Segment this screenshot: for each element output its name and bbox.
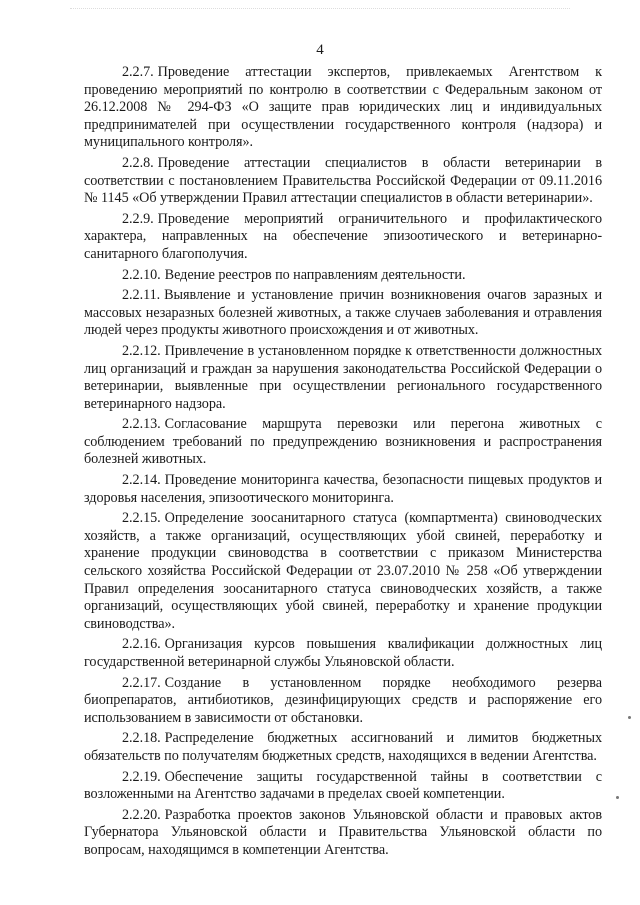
paragraph-2-2-19 <box>84 769 602 804</box>
paragraph-text: Проведение мероприятий ограничительного и профилактического характера, направленных на обеспечение эпизоотического и ветеринарно-санитарного благополучия. <box>84 210 602 262</box>
paragraph-2-2-12 <box>84 343 602 413</box>
paragraph-number: 2.2.19. <box>122 768 161 785</box>
paragraph-number: 2.2.10. <box>122 266 161 283</box>
paragraph-number: 2.2.17. <box>122 674 161 691</box>
paragraph-number: 2.2.20. <box>122 806 161 823</box>
paragraph-2-2-10 <box>84 267 602 285</box>
paragraph-text: Определение зоосанитарного статуса (компартмента) свиноводческих хозяйств, а также организаций, осуществляющих убой свиней, переработку и хранение продукции свиноводства в соответствии с приказом Министерства сельского хозяйства Российской Федерации от 23.07.2010 № 258 «Об утверждении Правил определения зоосанитарного статуса свиноводческих хозяйств, а также организаций, осуществляющих убой свиней, переработку и хранение продукции свиноводства». <box>84 510 602 632</box>
paragraph-2-2-9 <box>84 211 602 264</box>
paragraph-2-2-17 <box>84 675 602 728</box>
paragraph-2-2-16 <box>84 636 602 671</box>
paragraph-text: Распределение бюджетных ассигнований и лимитов бюджетных обязательств по получателям бюджетных средств, находящихся в ведении Агентства. <box>84 730 602 764</box>
paragraph-number: 2.2.8. <box>122 154 154 171</box>
paragraph-2-2-7 <box>84 64 602 152</box>
paragraph-text: Выявление и установление причин возникновения очагов заразных и массовых незаразных болезней животных, а также случаев заболевания и отравления людей через продукты животного происхождения и от животных. <box>84 287 602 339</box>
page-number: 4 <box>316 42 324 58</box>
paragraph-2-2-13 <box>84 416 602 469</box>
paragraph-number: 2.2.18. <box>122 730 161 747</box>
paragraph-text: Обеспечение защиты государственной тайны в соответствии с возложенными на Агентство задачами в пределах своей компетенции. <box>84 768 602 803</box>
paragraph-text: Привлечение в установленном порядке к ответственности должностных лиц организаций и граждан за нарушения законодательства Российской Федерации о ветеринарии, выявленные при осуществлении регионального государственного ветеринарного надзора. <box>84 342 602 412</box>
paragraph-2-2-20 <box>84 807 602 860</box>
scan-artifact-line <box>70 8 570 11</box>
paragraph-2-2-11 <box>84 287 602 340</box>
paragraph-number: 2.2.14. <box>122 472 161 489</box>
paragraph-number: 2.2.9. <box>122 210 154 227</box>
paragraph-number: 2.2.7. <box>122 64 154 80</box>
paragraph-number: 2.2.11. <box>122 287 161 304</box>
paragraph-2-2-14 <box>84 472 602 507</box>
paragraph-number: 2.2.16. <box>122 636 161 653</box>
document-body <box>84 64 602 863</box>
paragraph-2-2-18 <box>84 730 602 765</box>
paragraph-number: 2.2.13. <box>122 416 161 433</box>
paragraph-2-2-15 <box>84 510 602 633</box>
paragraph-number: 2.2.12. <box>122 342 161 359</box>
paragraph-text: Согласование маршрута перевозки или перегона животных с соблюдением требований по предупреждению возникновения и распространения болезней животных. <box>84 416 602 468</box>
paragraph-text: Проведение аттестации экспертов, привлекаемых Агентством к проведению мероприятий по контролю в соответствии с Федеральным законом от 26.12.2008 № 294-ФЗ «О защите прав юридических лиц и индивидуальных предпринимателей при осуществлении государственного контроля (надзора) и муниципального контроля». <box>84 64 602 151</box>
paragraph-text: Организация курсов повышения квалификации должностных лиц государственной ветеринарной службы Ульяновской области. <box>84 636 602 670</box>
paragraph-text: Проведение аттестации специалистов в области ветеринарии в соответствии с постановлением Правительства Российской Федерации от 09.11.2016 № 1145 «Об утверждении Правил аттестации специалистов в области ветеринарии». <box>84 154 602 207</box>
paragraph-number: 2.2.15. <box>122 510 161 527</box>
paragraph-2-2-8 <box>84 155 602 208</box>
scan-artifact-dot <box>616 796 619 799</box>
paragraph-text: Проведение мониторинга качества, безопасности пищевых продуктов и здоровья населения, эпизоотического мониторинга. <box>84 472 602 506</box>
paragraph-text: Создание в установленном порядке необходимого резерва биопрепаратов, антибиотиков, дезинфицирующих средств и распоряжение его использованием в зависимости от обстановки. <box>84 674 602 726</box>
paragraph-text: Ведение реестров по направлениям деятельности. <box>164 266 466 283</box>
scan-artifact-dot <box>628 716 631 719</box>
paragraph-text: Разработка проектов законов Ульяновской области и правовых актов Губернатора Ульяновской области и Правительства Ульяновской области по вопросам, находящимся в компетенции Агентства. <box>84 806 602 858</box>
